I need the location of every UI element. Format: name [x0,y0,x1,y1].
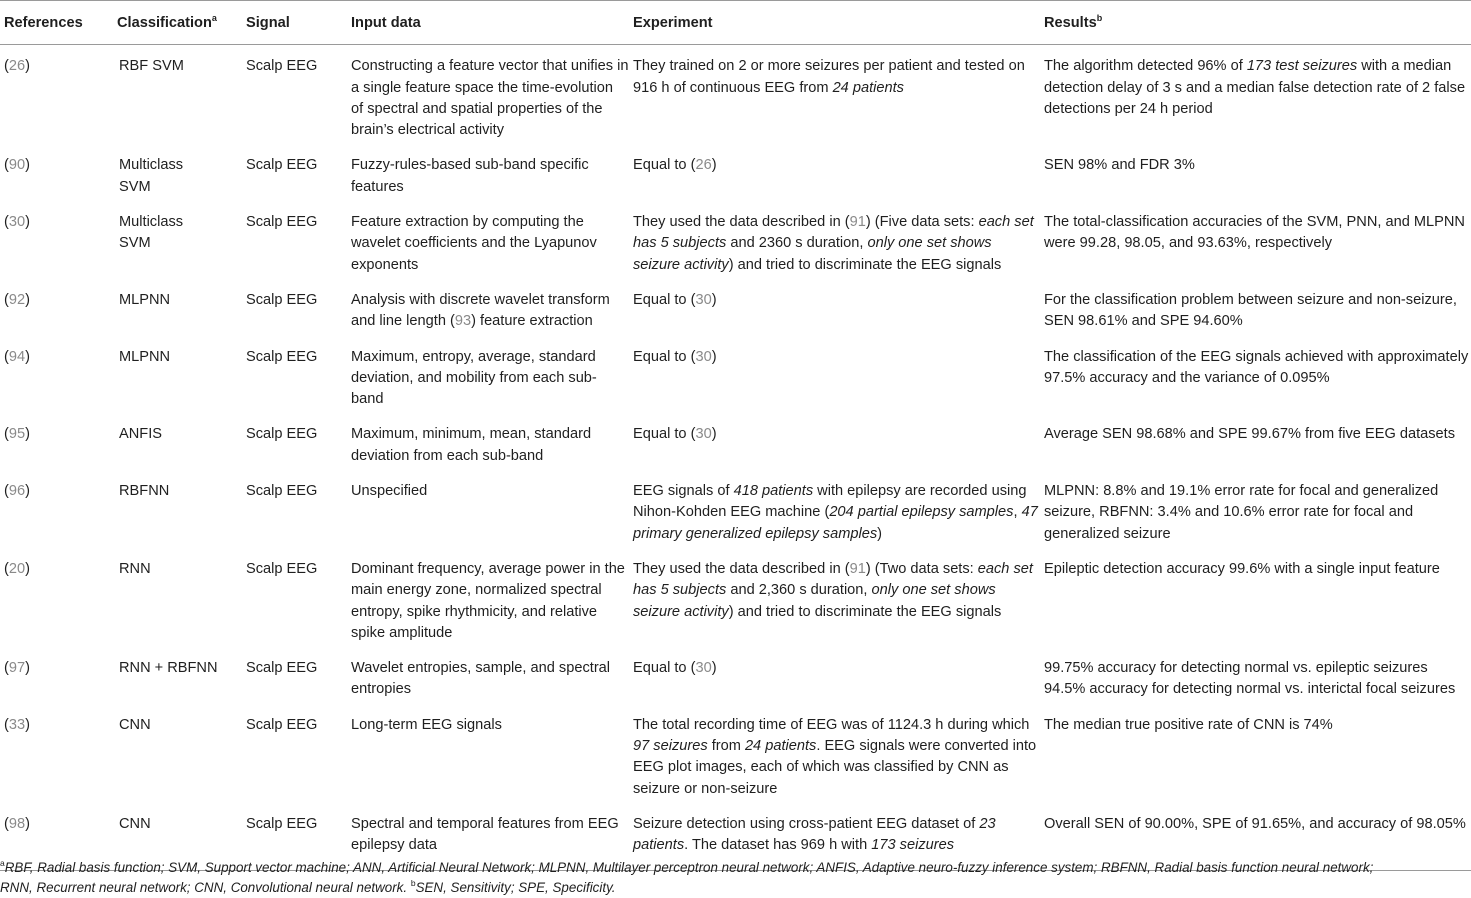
cell-classification [113,470,242,548]
header-results: Results$^b$ [1040,1,1471,45]
cell-reference [0,45,113,145]
cell-experiment [629,279,1040,336]
cell-reference [0,470,113,548]
header-results-footnote-marker: b [1096,13,1103,23]
experiment-emphasis: only one set shows seizure activity [633,235,992,273]
reference-paren-close: ) [25,426,30,443]
cell-classification [113,144,242,201]
classification-label: RNN [119,560,151,577]
input-data-text: Maximum, entropy, average, standard deviation, and mobility from each sub-band [351,348,597,408]
reference-paren-close: ) [25,815,30,832]
reference-link[interactable]: 26 [8,58,26,75]
cell-reference [0,647,113,704]
experiment-text: ) (Five data sets: [865,214,979,231]
classification-label: Multiclass [119,157,184,174]
experiment-text: ) [711,157,717,174]
results-text: Overall SEN of 90.00%, SPE of 91.65%, and accuracy of 98.05% [1044,815,1466,832]
table-header-row [0,1,1471,45]
cell-experiment [629,704,1040,803]
cell-reference [0,336,113,414]
cell-results [1040,470,1471,548]
input-data-text: Constructing a feature vector that unifies in a single feature space the time-evolution of spectral and spatial properties of the brain’s electrical activity [351,58,629,139]
header-references: References [0,1,113,45]
cell-input-data [347,647,629,704]
input-data-text: Spectral and temporal features from EEG epilepsy data [351,815,619,854]
signal-label: Scalp EEG [246,716,318,733]
input-data-text: Analysis with discrete wavelet transform and line length ( [351,291,610,330]
classification-label: CNN [119,716,151,733]
reference-paren-open: ( [4,660,9,677]
experiment-text: ) and tried to discriminate the EEG signals [728,256,1002,273]
cell-classification [113,336,242,414]
table-row [0,45,1471,145]
reference-paren-open: ( [4,58,9,75]
input-data-text: ) feature extraction [471,313,593,330]
cell-reference [0,413,113,470]
cell-experiment [629,201,1040,279]
cell-results [1040,548,1471,647]
experiment-emphasis: 47 primary generalized epilepsy samples [633,504,1038,542]
signal-label: Scalp EEG [246,157,318,174]
results-text: The algorithm detected 96% of [1044,58,1247,75]
reference-paren-open: ( [4,560,9,577]
cell-signal [242,647,347,704]
reference-paren-close: ) [25,483,30,500]
experiment-emphasis: 173 seizures [871,837,955,854]
cell-signal [242,279,347,336]
cell-experiment [629,548,1040,647]
reference-paren-close: ) [25,214,30,231]
reference-link[interactable]: 96 [8,483,26,500]
signal-label: Scalp EEG [246,58,318,75]
reference-paren-open: ( [4,426,9,443]
table-row [0,144,1471,201]
cell-input-data [347,470,629,548]
signal-label: Scalp EEG [246,560,318,577]
reference-paren-open: ( [4,291,9,308]
signal-label: Scalp EEG [246,426,318,443]
results-text: with a median detection delay of 3 s and a median false detection rate of 2 false detections per 24 h period [1044,58,1466,117]
experiment-text: . EEG signals were converted into EEG plot images, each of which was classified by CNN as seizure or non-seizure [633,738,1037,797]
experiment-emphasis: each set has 5 subjects [633,214,1034,252]
classification-label: CNN [119,815,151,832]
cell-reference [0,201,113,279]
experiment-text: , [1013,504,1022,521]
experiment-text: ) [711,348,717,365]
reference-link[interactable]: 98 [8,815,26,832]
experiment-text: They used the data described in ( [633,560,850,577]
footnote-marker-a: a [0,858,5,868]
experiment-text: They trained on 2 or more seizures per patient and tested on 916 h of continuous EEG from [633,58,1025,96]
cell-signal [242,470,347,548]
table-row [0,470,1471,548]
cell-experiment [629,45,1040,145]
cell-reference [0,548,113,647]
results-text: For the classification problem between seizure and non-seizure, SEN 98.61% and SPE 94.60% [1044,291,1457,330]
results-emphasis: 173 test seizures [1246,58,1358,75]
reference-paren-open: ( [4,348,9,365]
reference-link[interactable]: 95 [8,426,26,443]
cell-input-data [347,144,629,201]
table-footnote [0,858,1471,898]
table-body [0,45,1471,870]
citation-link[interactable]: 30 [695,660,712,677]
cell-classification [113,45,242,145]
citation-link[interactable]: 91 [849,214,866,231]
cell-reference [0,279,113,336]
cell-classification [113,647,242,704]
citation-link[interactable]: 30 [695,426,712,443]
input-data-text: Unspecified [351,483,428,500]
experiment-emphasis: 24 patients [832,79,904,96]
experiment-text: with epilepsy are recorded using Nihon-Kohden EEG machine ( [633,483,1027,521]
cell-signal [242,336,347,414]
cell-experiment [629,470,1040,548]
header-experiment: Experiment [629,1,1040,45]
cell-experiment [629,336,1040,414]
experiment-emphasis: 204 partial epilepsy samples [829,504,1014,521]
cell-signal [242,413,347,470]
experiment-text: They used the data described in ( [633,214,850,231]
experiment-text: Equal to ( [633,426,696,443]
header-input-data: Input data [347,1,629,45]
reference-paren-open: ( [4,214,9,231]
input-data-text: Long-term EEG signals [351,716,502,733]
experiment-text: ) [711,291,717,308]
header-classification-footnote-marker: a [211,13,217,23]
citation-link[interactable]: 93 [454,313,472,330]
reference-paren-close: ) [25,560,30,577]
classification-label: MLPNN [119,291,171,308]
footnote-line-2: RNN, Recurrent neural network; CNN, Convolutional neural network. $^b$SEN, Sensitivity; SPE, Specificity. [0,878,616,895]
experiment-emphasis: only one set shows seizure activity [633,582,996,620]
cell-experiment [629,413,1040,470]
classification-label: RBFNN [119,483,170,500]
experiment-emphasis: each set has 5 subjects [633,560,1033,599]
footnote-line-1: $^a$RBF, Radial basis function; SVM, Support vector machine; ANN, Artificial Neural Network; MLPNN, Multilayer perceptron neural network; ANFIS, Adaptive neuro-fuzzy inference system; RBFNN, Radial basis function neural network; [0,858,1374,875]
experiment-text: and 2360 s duration, [726,235,868,252]
cell-experiment [629,647,1040,704]
signal-label: Scalp EEG [246,483,318,500]
cell-results [1040,201,1471,279]
results-text: SEN 98% and FDR 3% [1044,157,1195,174]
cell-signal [242,704,347,803]
cell-results [1040,279,1471,336]
reference-link[interactable]: 97 [8,660,26,677]
results-text: 94.5% accuracy for detecting normal vs. interictal focal seizures [1044,681,1456,698]
experiment-emphasis: 24 patients [744,738,817,755]
cell-classification [113,201,242,279]
reference-link[interactable]: 30 [8,214,26,231]
cell-reference [0,704,113,803]
table-row [0,647,1471,704]
signal-label: Scalp EEG [246,660,318,677]
experiment-text: and 2,360 s duration, [726,582,872,599]
input-data-text: Wavelet entropies, sample, and spectral entropies [351,660,611,698]
cell-input-data [347,704,629,803]
experiment-text: Equal to ( [633,291,696,308]
classification-label: MLPNN [119,348,171,365]
cell-classification [113,704,242,803]
cell-classification [113,413,242,470]
reference-paren-close: ) [25,291,30,308]
reference-link[interactable]: 92 [8,291,26,308]
reference-paren-open: ( [4,815,9,832]
cell-classification [113,279,242,336]
reference-paren-close: ) [25,58,30,75]
reference-paren-close: ) [25,716,30,733]
cell-results [1040,704,1471,803]
cell-results [1040,647,1471,704]
cell-input-data [347,336,629,414]
experiment-text: ) [711,426,717,443]
experiment-text: ) and tried to discriminate the EEG signals [728,603,1002,620]
results-text: MLPNN: 8.8% and 19.1% error rate for focal and generalized seizure, RBFNN: 3.4% and 10.6% error rate for focal and generalized seizure [1044,483,1439,542]
cell-experiment [629,144,1040,201]
experiment-emphasis: 23 patients [633,815,996,854]
cell-input-data [347,45,629,145]
cell-input-data [347,201,629,279]
experiment-text: ) [711,660,717,677]
cell-results [1040,336,1471,414]
citation-link[interactable]: 30 [695,348,712,365]
reference-paren-close: ) [25,348,30,365]
header-classification: Classification$^a$ [113,1,242,45]
header-signal: Signal [242,1,347,45]
classification-label: ANFIS [119,426,162,443]
results-text: The classification of the EEG signals achieved with approximately 97.5% accuracy and the variance of 0.095% [1044,348,1469,386]
input-data-text: Maximum, minimum, mean, standard deviation from each sub-band [351,426,592,464]
experiment-text: Equal to ( [633,157,696,174]
results-text: 99.75% accuracy for detecting normal vs. epileptic seizures [1044,660,1428,677]
citation-link[interactable]: 91 [849,560,866,577]
table-row [0,413,1471,470]
citation-link[interactable]: 26 [695,157,712,174]
cell-signal [242,201,347,279]
cell-input-data [347,279,629,336]
cell-results [1040,413,1471,470]
cell-signal [242,548,347,647]
table-row [0,201,1471,279]
experiment-text: The total recording time of EEG was of 1124.3 h during which [633,716,1030,733]
reference-paren-open: ( [4,157,9,174]
results-text: Epileptic detection accuracy 99.6% with a single input feature [1044,560,1440,577]
input-data-text: Dominant frequency, average power in the main energy zone, normalized spectral entropy, spike rhythmicity, and relative spike amplitude [351,560,625,641]
classification-label: SVM [119,235,151,252]
classification-label: RNN + RBFNN [119,660,218,677]
reference-link[interactable]: 33 [8,716,26,733]
signal-label: Scalp EEG [246,291,318,308]
classification-label: Multiclass [119,214,184,231]
results-text: Average SEN 98.68% and SPE 99.67% from five EEG datasets [1044,426,1456,443]
experiment-text: . The dataset has 969 h with [684,837,872,854]
experiment-emphasis: 97 seizures [633,738,708,755]
cell-results [1040,45,1471,145]
experiment-text: Seizure detection using cross-patient EEG dataset of [633,815,980,832]
cell-input-data [347,413,629,470]
reference-paren-close: ) [25,660,30,677]
experiment-text: EEG signals of [633,483,734,500]
reference-paren-close: ) [25,157,30,174]
cell-results [1040,144,1471,201]
table-row [0,548,1471,647]
experiment-text: Equal to ( [633,348,696,365]
signal-label: Scalp EEG [246,214,318,231]
cell-reference [0,144,113,201]
signal-label: Scalp EEG [246,815,318,832]
reference-link[interactable]: 94 [8,348,26,365]
experiment-emphasis: 418 patients [733,483,814,500]
reference-paren-open: ( [4,716,9,733]
reference-link[interactable]: 90 [8,157,26,174]
reference-paren-open: ( [4,483,9,500]
signal-label: Scalp EEG [246,348,318,365]
input-data-text: Feature extraction by computing the wavelet coefficients and the Lyapunov exponents [351,214,597,273]
cell-input-data [347,548,629,647]
classification-label: SVM [119,178,151,195]
citation-link[interactable]: 30 [695,291,712,308]
experiment-text: from [707,738,745,755]
cell-signal [242,45,347,145]
footnote-marker-b: b [410,878,416,888]
reference-link[interactable]: 20 [8,560,26,577]
cell-classification [113,548,242,647]
classification-label: RBF SVM [119,58,184,75]
experiment-text: ) [877,525,883,542]
cell-signal [242,144,347,201]
table-row [0,279,1471,336]
results-text: The total-classification accuracies of the SVM, PNN, and MLPNN were 99.28, 98.05, and 93.63%, respectively [1044,214,1465,252]
table-row [0,704,1471,803]
experiment-text: Equal to ( [633,660,696,677]
experiment-text: ) (Two data sets: [865,560,978,577]
table-row [0,336,1471,414]
input-data-text: Fuzzy-rules-based sub-band specific features [351,157,589,195]
results-text: The median true positive rate of CNN is 74% [1044,716,1333,733]
